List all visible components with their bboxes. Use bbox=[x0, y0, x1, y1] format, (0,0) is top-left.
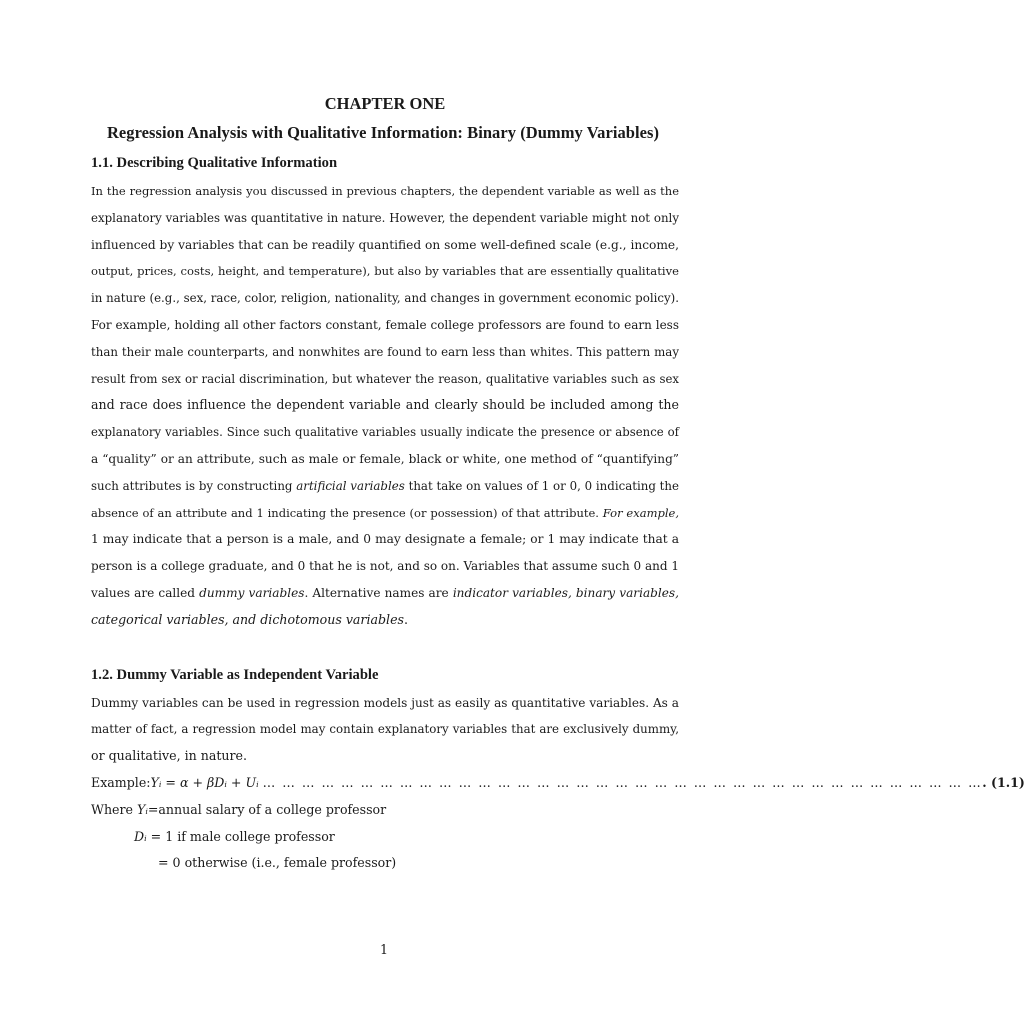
text-run: values are called bbox=[91, 585, 200, 600]
text-line: influenced by variables that can be readily quantified on some well-defined scale (e.g., income, bbox=[91, 237, 679, 252]
text-line: 1 may indicate that a person is a male, and 0 may designate a female; or 1 may indicate that a bbox=[91, 532, 679, 547]
text-line: Dummy variables can be used in regression models just as easily as quantitative variables. As a bbox=[91, 695, 679, 710]
spacer bbox=[91, 634, 679, 660]
emphasis-for-example: For example, bbox=[602, 505, 679, 520]
text-run: absence of an attribute and 1 indicating the presence (or possession) of that attribute. bbox=[91, 505, 603, 520]
text-line bbox=[91, 473, 679, 500]
paragraph-qualitative-information bbox=[91, 178, 679, 634]
chapter-title: Regression Analysis with Qualitative Information: Binary (Dummy Variables) bbox=[106, 123, 660, 142]
otherwise-line bbox=[91, 850, 679, 877]
otherwise-definition: = 0 otherwise (i.e., female professor) bbox=[158, 855, 397, 871]
regression-equation: Yᵢ = α + βDᵢ + Uᵢ bbox=[150, 774, 259, 790]
text-line: output, prices, costs, height, and temperature), but also by variables that are essentially qualitative bbox=[91, 264, 679, 279]
dummy-definition-line bbox=[91, 824, 679, 851]
text-line: in nature (e.g., sex, race, color, religion, nationality, and changes in government economic policy). bbox=[91, 291, 679, 306]
text-line: explanatory variables. Since such qualitative variables usually indicate the presence or absence of bbox=[91, 425, 679, 440]
equation-line bbox=[91, 770, 1025, 797]
page-number: 1 bbox=[379, 942, 388, 957]
text-run: . bbox=[404, 611, 409, 627]
text-line: In the regression analysis you discussed in previous chapters, the dependent variable as well as the bbox=[91, 184, 679, 198]
equation-leader-dots: … … … … … … … … … … … … … … … … … … … … … … … … … … … … … … … … … … … … … bbox=[262, 774, 983, 790]
text-run: that take on values of 1 or 0, 0 indicating the bbox=[404, 478, 679, 493]
emphasis-dummy-variables: dummy variables bbox=[199, 585, 305, 600]
text-run: . Alternative names are bbox=[304, 585, 453, 600]
example-label: Example: bbox=[91, 774, 151, 790]
where-line bbox=[91, 797, 679, 824]
text-line: a “quality” or an attribute, such as male or female, black or white, one method of “quantifying” bbox=[91, 451, 679, 466]
variable-d: Dᵢ bbox=[134, 828, 147, 844]
section-heading-1-2: 1.2. Dummy Variable as Independent Variable bbox=[91, 666, 379, 683]
emphasis-artificial-variables: artificial variables bbox=[296, 478, 405, 493]
emphasis-alternative-names: indicator variables, binary variables, bbox=[452, 585, 679, 600]
variable-y: Yᵢ bbox=[137, 801, 148, 817]
text-line: and race does influence the dependent variable and clearly should be included among the bbox=[91, 397, 679, 413]
dummy-definition: = 1 if male college professor bbox=[146, 828, 335, 844]
text-line bbox=[91, 607, 679, 634]
equation-number: . (1.1) bbox=[982, 774, 1025, 790]
where-definition: =annual salary of a college professor bbox=[147, 801, 387, 817]
text-line: person is a college graduate, and 0 that he is not, and so on. Variables that assume such 0 and 1 bbox=[91, 559, 679, 574]
text-line: result from sex or racial discrimination, but whatever the reason, qualitative variables such as sex bbox=[91, 371, 679, 386]
document-page bbox=[91, 90, 1025, 877]
section-heading-1-1: 1.1. Describing Qualitative Information bbox=[91, 155, 338, 171]
text-line: For example, holding all other factors constant, female college professors are found to earn less bbox=[91, 317, 679, 332]
text-line: explanatory variables was quantitative in nature. However, the dependent variable might not only bbox=[91, 210, 679, 225]
text-line: matter of fact, a regression model may contain explanatory variables that are exclusively dummy, bbox=[91, 722, 679, 737]
where-label: Where bbox=[91, 801, 137, 817]
text-line: or qualitative, in nature. bbox=[91, 748, 247, 764]
text-line bbox=[91, 580, 679, 607]
paragraph-dummy-independent bbox=[91, 690, 679, 770]
text-line bbox=[91, 500, 679, 527]
chapter-heading: CHAPTER ONE bbox=[324, 94, 446, 113]
text-line: than their male counterparts, and nonwhites are found to earn less than whites. This pattern may bbox=[91, 344, 679, 359]
text-run: such attributes is by constructing bbox=[91, 478, 297, 493]
emphasis-alternative-names-cont: categorical variables, and dichotomous variables bbox=[91, 611, 404, 627]
